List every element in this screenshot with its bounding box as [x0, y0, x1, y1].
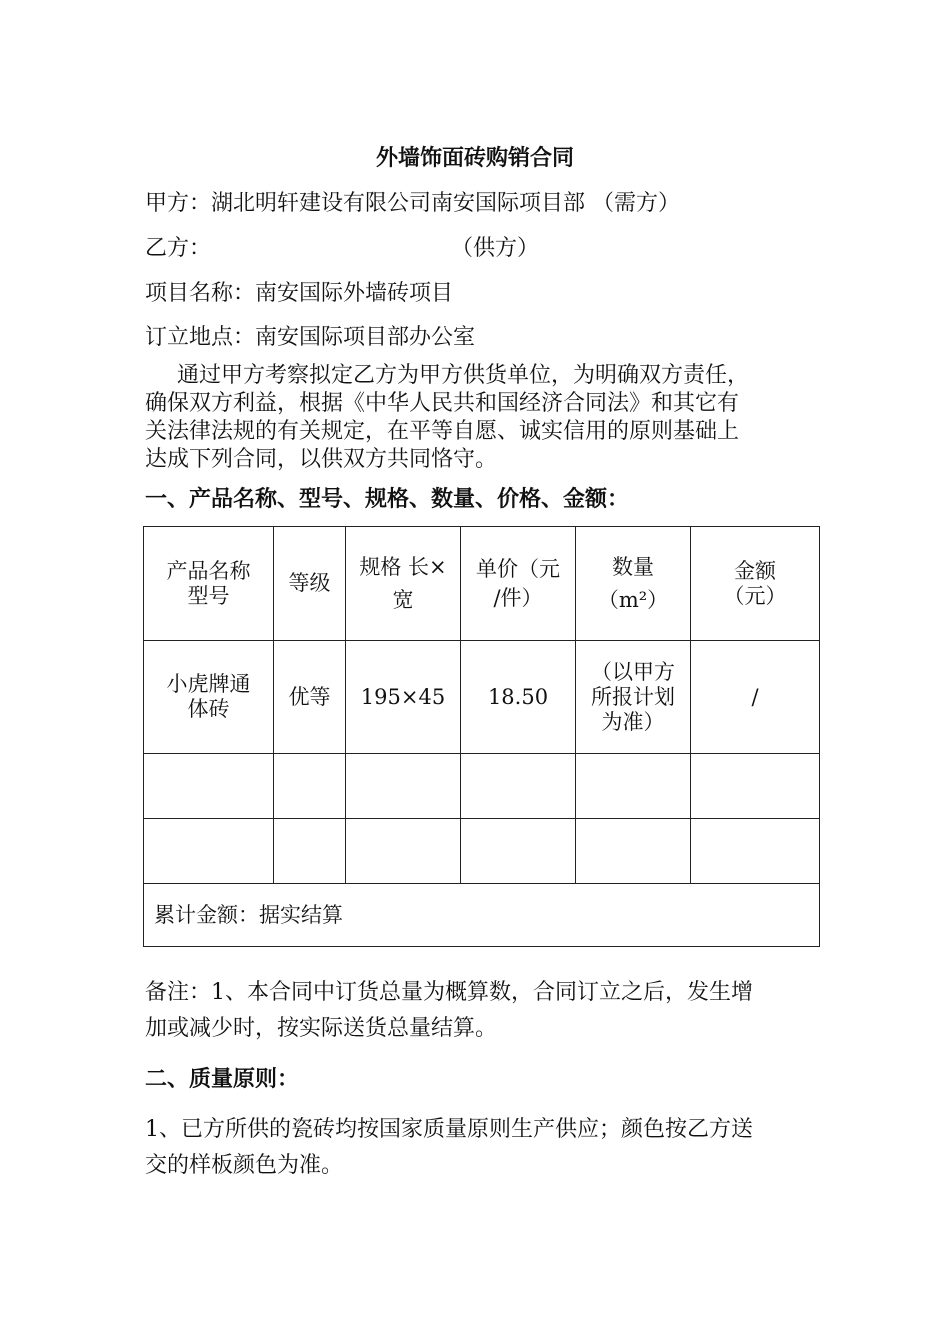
- project-name-line: 项目名称：南安国际外墙砖项目: [145, 281, 454, 306]
- quality-paragraph: [145, 1112, 820, 1184]
- intro-paragraph: [145, 362, 820, 474]
- section1-heading: 一、产品名称、型号、规格、数量、价格、金额：: [145, 486, 630, 512]
- cell-spec: 195×45: [346, 641, 461, 754]
- header-spec: 规格 长× 宽: [346, 527, 461, 641]
- header-grade: 等级: [274, 527, 346, 641]
- cell-amount: /: [691, 641, 820, 754]
- party-b-role: （供方）: [451, 236, 540, 261]
- note-line: 备注：1、本合同中订货总量为概算数，合同订立之后，发生增: [145, 980, 753, 1005]
- table-row: [144, 641, 820, 754]
- header-amount: 金额 （元）: [691, 527, 820, 641]
- section2-heading: 二、质量原则：: [145, 1066, 300, 1092]
- table-header-row: [144, 527, 820, 641]
- quality-line: 1、已方所供的瓷砖均按国家质量原则生产供应；颜色按乙方送: [145, 1117, 753, 1142]
- party-b-label: 乙方：: [145, 236, 212, 261]
- header-unit-price: 单价（元 /件）: [461, 527, 576, 641]
- note-line: 加或减少时，按实际送货总量结算。: [145, 1016, 498, 1041]
- cell-unit-price: 18.50: [461, 641, 576, 754]
- party-b-line: [145, 231, 539, 262]
- intro-line: 关法律法规的有关规定，在平等自愿、诚实信用的原则基础上: [145, 419, 740, 444]
- intro-line: 通过甲方考察拟定乙方为甲方供货单位，为明确双方责任，: [177, 363, 750, 388]
- cell-quantity: （以甲方 所报计划 为准）: [576, 641, 691, 754]
- document-title: 外墙饰面砖购销合同: [375, 145, 574, 171]
- header-quantity: 数量 （m²）: [576, 527, 691, 641]
- cell-grade: 优等: [274, 641, 346, 754]
- quality-line: 交的样板颜色为准。: [145, 1153, 344, 1178]
- table-row-empty: [144, 754, 820, 819]
- intro-line: 确保双方利益，根据《中华人民共和国经济合同法》和其它有: [145, 391, 740, 416]
- intro-line: 达成下列合同，以供双方共同恪守。: [145, 447, 498, 472]
- product-table: [143, 526, 820, 947]
- table-row-empty: [144, 819, 820, 884]
- total-amount-cell: 累计金额：据实结算: [144, 884, 820, 947]
- signing-place-line: 订立地点：南安国际项目部办公室: [145, 325, 476, 350]
- header-product-name: 产品名称 型号: [144, 527, 274, 641]
- table-total-row: [144, 884, 820, 947]
- party-a-line: 甲方：湖北明轩建设有限公司南安国际项目部 （需方）: [145, 191, 680, 216]
- cell-product-name: 小虎牌通 体砖: [144, 641, 274, 754]
- note-paragraph: [145, 975, 820, 1047]
